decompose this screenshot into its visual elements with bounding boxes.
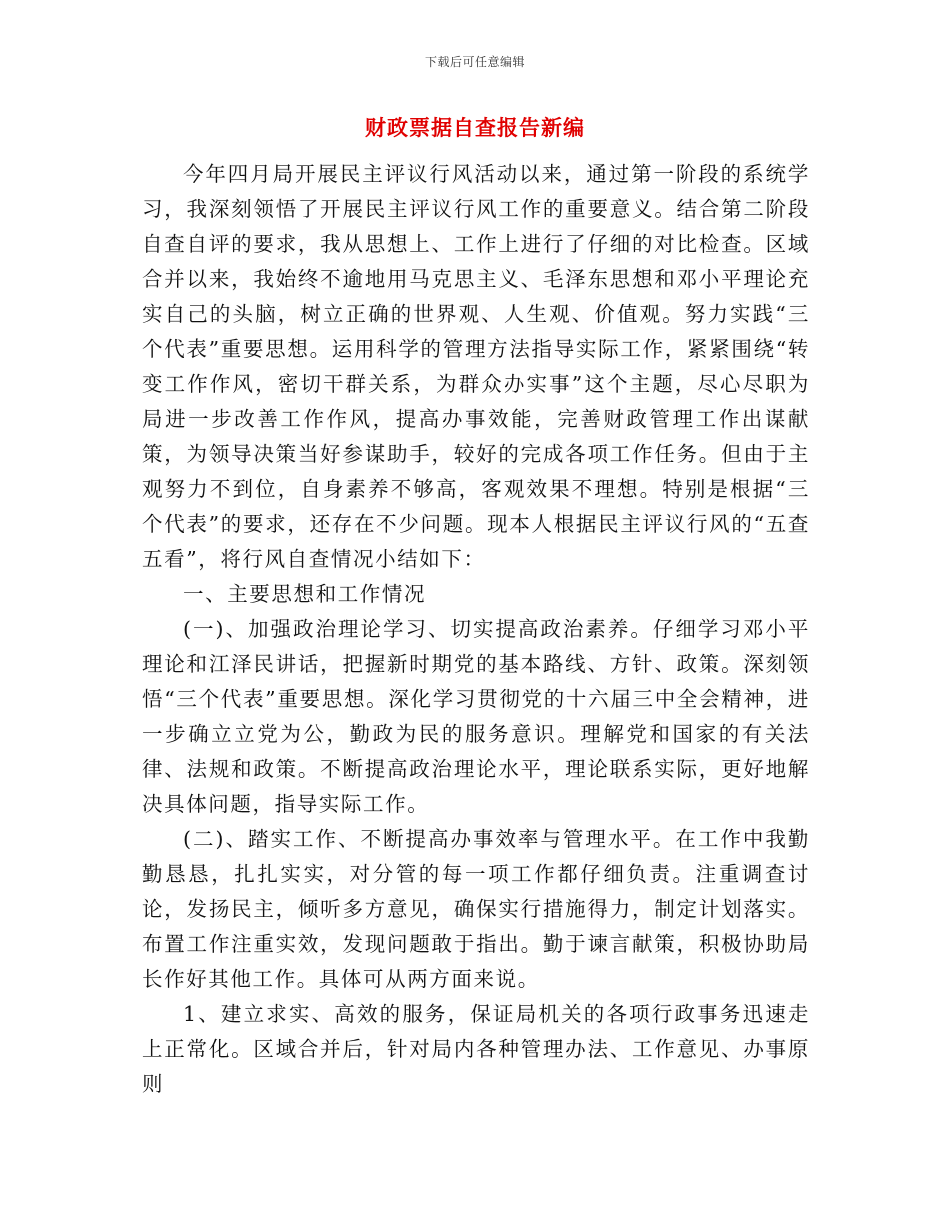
document-body — [142, 157, 810, 1102]
header-note: 下载后可任意编辑 — [424, 55, 525, 69]
paragraph-section-1-2: (二)、踏实工作、不断提高办事效率与管理水平。在工作中我勤勤恳恳，扎扎实实，对分管的每一项工作都仔细负责。注重调查讨论，发扬民主，倾听多方意见，确保实行措施得力，制定计划落实。布置工作注重实效，发现问题敢于指出。勤于谏言献策，积极协助局长作好其他工作。具体可从两方面来说。 — [142, 827, 810, 991]
paragraph-item-1: 1、建立求实、高效的服务，保证局机关的各项行政事务迅速走上正常化。区域合并后，针对局内各种管理办法、工作意见、办事原则 — [142, 1002, 810, 1096]
section-heading-1: 一、主要思想和工作情况 — [183, 582, 427, 606]
document-title: 财政票据自查报告新编 — [365, 115, 585, 140]
paragraph-section-1-1: (一)、加强政治理论学习、切实提高政治素养。仔细学习邓小平理论和江泽民讲话，把握新时期党的基本路线、方针、政策。深刻领悟“三个代表”重要思想。深化学习贯彻党的十六届三中全会精神，进一步确立立党为公，勤政为民的服务意识。理解党和国家的有关法律、法规和政策。不断提高政治理论水平，理论联系实际，更好地解决具体问题，指导实际工作。 — [142, 617, 810, 816]
paragraph-intro: 今年四月局开展民主评议行风活动以来，通过第一阶段的系统学习，我深刻领悟了开展民主评议行风工作的重要意义。结合第二阶段自查自评的要求，我从思想上、工作上进行了仔细的对比检查。区域合并以来，我始终不逾地用马克思主义、毛泽东思想和邓小平理论充实自己的头脑，树立正确的世界观、人生观、价值观。努力实践“三个代表”重要思想。运用科学的管理方法指导实际工作，紧紧围绕“转变工作作风，密切干群关系，为群众办实事”这个主题，尽心尽职为局进一步改善工作作风，提高办事效能，完善财政管理工作出谋献策，为领导决策当好参谋助手，较好的完成各项工作任务。但由于主观努力不到位，自身素养不够高，客观效果不理想。特别是根据“三个代表”的要求，还存在不少问题。现本人根据民主评议行风的“五查五看”，将行风自查情况小结如下： — [142, 162, 810, 571]
